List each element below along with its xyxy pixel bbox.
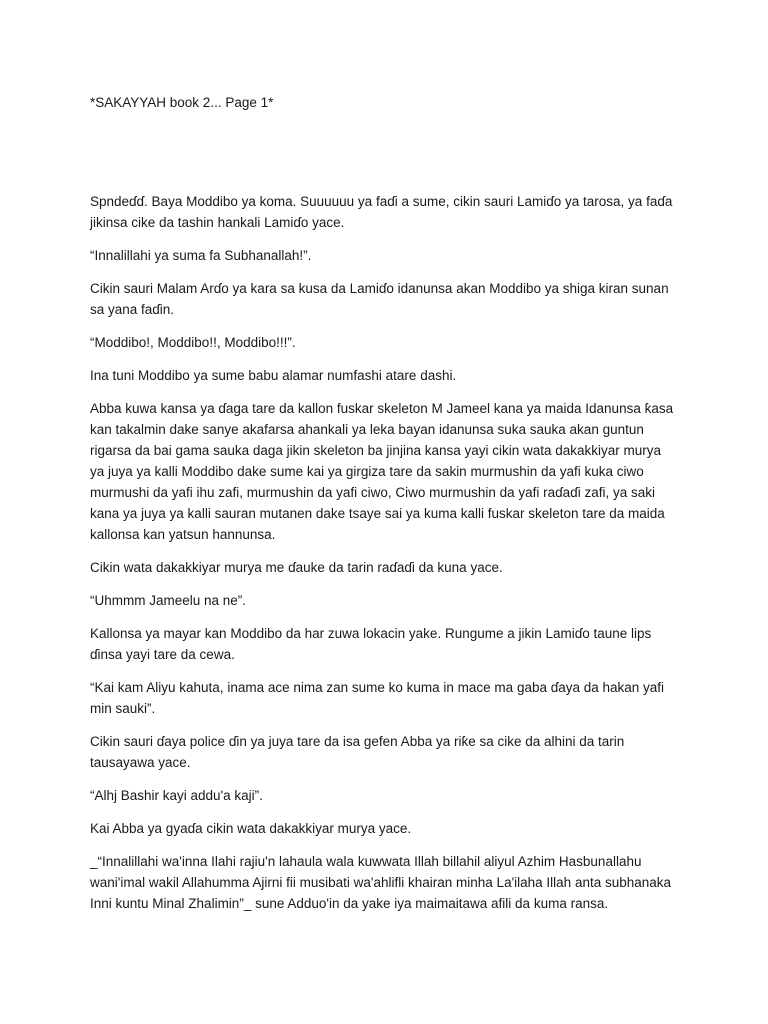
paragraph: Cikin sauri Malam Arɗo ya kara sa kusa da Lamiɗo idanunsa akan Moddibo ya shiga kiran sunan sa yana faɗin. [90, 281, 669, 317]
paragraph: “Innalillahi ya suma fa Subhanallah!”. [90, 248, 312, 263]
paragraph: Abba kuwa kansa ya ɗaga tare da kallon fuskar skeleton M Jameel kana ya maida Idanunsa ƙasa kan takalmin dake sanye akafarsa ahankali ya leka bayan idanunsa suka sauka akan guntun rigarsa da bai gama sauka daga jikin skeleton ba jinjina kansa yayi cikin wata dakakkiyar murya ya juya ya kalli Moddibo dake sume kai ya girgiza tare da sakin murmushin da yafi kuka ciwo murmushi da yafi ihu zafi, murmushin da yafi ciwo, Ciwo murmushin da yafi raɗaɗi zafi, ya saki kana ya juya ya kalli sauran mutanen dake tsaye sai ya kuma kalli fuskar skeleton tare da maida kallonsa kan yatsun hannunsa. [90, 401, 674, 542]
paragraph: Kai Abba ya gyaɗa cikin wata dakakkiyar murya yace. [90, 821, 412, 836]
paragraph: “Alhj Bashir kayi addu'a kaji”. [90, 788, 263, 803]
paragraph: “Moddibo!, Moddibo!!, Moddibo!!!”. [90, 335, 296, 350]
paragraph: Kallonsa ya mayar kan Moddibo da har zuwa lokacin yake. Rungume a jikin Lamiɗo taune lips ɗinsa yayi tare da cewa. [90, 626, 652, 662]
paragraph: Ina tuni Moddibo ya sume babu alamar numfashi atare dashi. [90, 368, 457, 383]
document-title: *SAKAYYAH book 2... Page 1* [90, 95, 274, 110]
paragraph: Cikin wata dakakkiyar murya me ɗauke da tarin raɗaɗi da kuna yace. [90, 560, 503, 575]
paragraph: Cikin sauri ɗaya police ɗin ya juya tare da isa gefen Abba ya riƙe sa cike da alhini da tarin tausayawa yace. [90, 734, 625, 770]
paragraph: “Kai kam Aliyu kahuta, inama ace nima zan sume ko kuma in mace ma gaba ɗaya da hakan yafi min sauki”. [90, 680, 665, 716]
paragraph: “Uhmmm Jameelu na ne”. [90, 593, 247, 608]
paragraph: Spndeɗɗ. Baya Moddibo ya koma. Suuuuuu ya faɗi a sume, cikin sauri Lamiɗo ya tarosa, ya faɗa jikinsa cike da tashin hankali Lamiɗo yace. [90, 194, 673, 230]
paragraph: _“Innalillahi wa'inna Ilahi rajiu'n lahaula wala kuwwata Illah billahil aliyul Azhim Hasbunallahu wani'imal wakil Allahumma Ajirni fii musibati wa'ahlifli khairan minha La'ilaha Illah anta subhanaka Inni kuntu Minal Zhalimin”_ sune Adduo'in da yake iya maimaitawa afili da kuma ransa. [90, 854, 672, 911]
